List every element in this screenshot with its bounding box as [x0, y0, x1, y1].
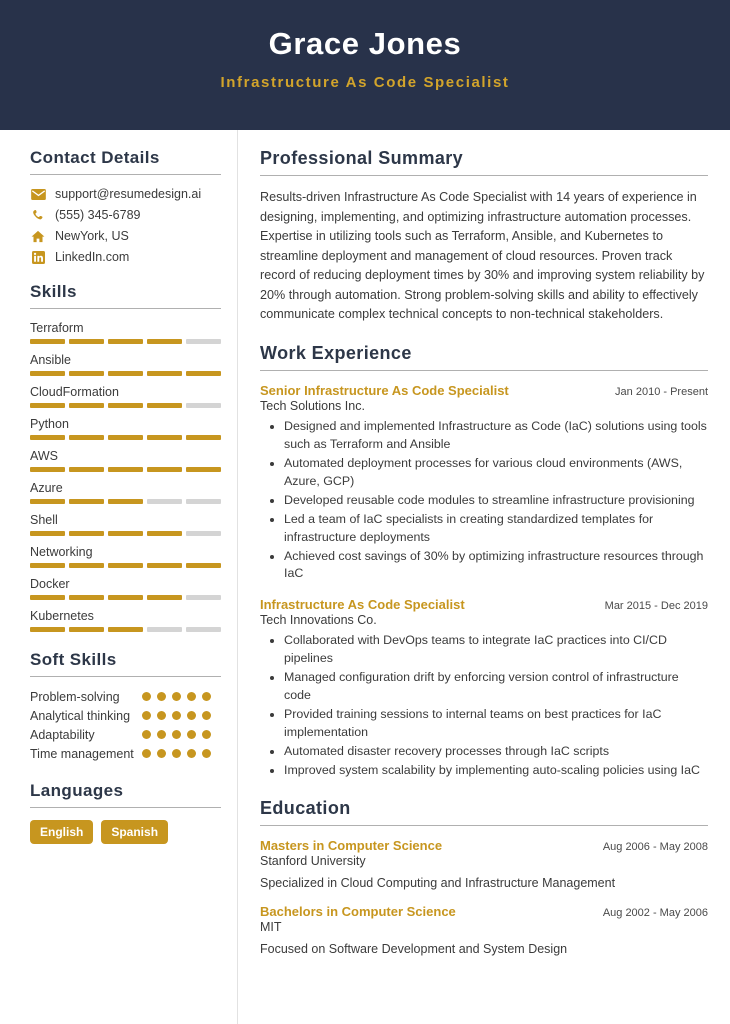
rating-dot: [172, 692, 181, 701]
skill-bar-segment: [147, 531, 182, 536]
education-section: [260, 798, 708, 956]
education-entry: [260, 838, 708, 890]
soft-skills-list: [30, 689, 221, 763]
education-heading: Education: [260, 798, 351, 819]
skill-bar-segment: [186, 339, 221, 344]
skill-bar-segment: [69, 627, 104, 632]
work-bullet-item: • Collaborated with DevOps teams to integrate IaC practices into CI/CD pipelines: [284, 632, 708, 668]
skill-row: [30, 417, 221, 440]
skill-bar-segment: [108, 563, 143, 568]
skill-bar-segment: [147, 403, 182, 408]
section-divider: [30, 676, 221, 677]
languages-section: [30, 781, 221, 844]
work-entry: [260, 597, 708, 780]
skill-level-bar: [30, 563, 221, 568]
skill-bar-segment: [30, 531, 65, 536]
skill-bar-segment: [186, 435, 221, 440]
skill-bar-segment: [108, 595, 143, 600]
soft-skill-rating: [142, 746, 216, 758]
rating-dot: [142, 730, 151, 739]
education-entry-list: [260, 838, 708, 956]
skill-row: [30, 449, 221, 472]
soft-skill-name: Time management: [30, 746, 134, 761]
home-icon: [30, 229, 46, 243]
rating-dot: [202, 692, 211, 701]
work-bullet-item: • Developed reusable code modules to streamline infrastructure provisioning: [284, 492, 708, 510]
soft-skill-rating: [142, 689, 216, 701]
skill-bar-segment: [108, 499, 143, 504]
skill-row: [30, 609, 221, 632]
section-divider: [260, 175, 708, 176]
work-entry-list: [260, 383, 708, 781]
phone-icon: [30, 208, 46, 222]
rating-dot: [202, 749, 211, 758]
soft-skills-section: [30, 650, 221, 763]
skill-name: AWS: [30, 449, 59, 463]
work-bullet-item: • Managed configuration drift by enforcing version control of infrastructure code: [284, 669, 708, 705]
skill-bar-segment: [69, 339, 104, 344]
skill-bar-segment: [147, 467, 182, 472]
work-experience-section: [260, 343, 708, 781]
skill-bar-segment: [30, 371, 65, 376]
rating-dot: [187, 730, 196, 739]
work-entry-company: Tech Solutions Inc.: [260, 398, 365, 413]
education-school: Stanford University: [260, 854, 366, 869]
section-divider: [30, 308, 221, 309]
skill-row: [30, 545, 221, 568]
work-entry-bullets: [260, 632, 708, 780]
skill-bar-segment: [30, 339, 65, 344]
skill-level-bar: [30, 435, 221, 440]
skill-bar-segment: [147, 563, 182, 568]
skill-row: [30, 481, 221, 504]
skill-bar-segment: [69, 467, 104, 472]
skill-name: Docker: [30, 577, 70, 591]
contact-details-section: [30, 148, 221, 264]
skill-name: Python: [30, 417, 69, 431]
work-entry-header: [260, 597, 708, 612]
rating-dot: [142, 749, 151, 758]
contact-details-heading: Contact Details: [30, 148, 160, 167]
skill-row: [30, 513, 221, 536]
skill-bar-segment: [30, 403, 65, 408]
skill-level-bar: [30, 499, 221, 504]
contact-value-linkedin: LinkedIn.com: [55, 250, 130, 264]
professional-summary-section: [260, 148, 708, 325]
skill-bar-segment: [30, 467, 65, 472]
soft-skill-row: [30, 727, 221, 744]
soft-skill-rating: [142, 727, 216, 739]
education-entry-header: [260, 904, 708, 919]
skill-bar-segment: [108, 403, 143, 408]
languages-list: [30, 820, 221, 844]
rating-dot: [202, 730, 211, 739]
section-divider: [30, 807, 221, 808]
skill-name: Ansible: [30, 353, 71, 367]
work-entry: [260, 383, 708, 584]
professional-summary-text: Results-driven Infrastructure As Code Specialist with 14 years of experience in designing, implementing, and optimizing infrastructure automation processes. Expertise in utilizing tools such as Terraform, Ansible, and Kubernetes to streamline deployment and management of cloud resources. Proven track record of reducing deployment times by 30% and improving system reliability by 20% through automation. Strong problem-solving skills and ability to effectively communicate complex technical concepts to non-technical stakeholders.: [260, 190, 705, 322]
skill-bar-segment: [108, 371, 143, 376]
rating-dot: [157, 711, 166, 720]
education-date: Aug 2002 - May 2006: [602, 907, 708, 920]
skill-bar-segment: [69, 563, 104, 568]
work-bullet-item: • Achieved cost savings of 30% by optimizing infrastructure resources through IaC: [284, 548, 708, 584]
work-entry-date: Jan 2010 - Present: [615, 385, 708, 398]
contact-value-location: NewYork, US: [55, 229, 129, 243]
skill-bar-segment: [69, 435, 104, 440]
rating-dot: [202, 711, 211, 720]
skill-level-bar: [30, 467, 221, 472]
skill-level-bar: [30, 531, 221, 536]
education-description: Focused on Software Development and System Design: [260, 942, 568, 957]
skill-bar-segment: [30, 499, 65, 504]
skill-bar-segment: [30, 435, 65, 440]
skill-bar-segment: [108, 531, 143, 536]
skills-heading: Skills: [30, 282, 77, 301]
rating-dot: [187, 749, 196, 758]
skill-level-bar: [30, 403, 221, 408]
work-bullet-item: • Led a team of IaC specialists in creating standardized templates for infrastructure deployments: [284, 511, 708, 547]
skill-bar-segment: [147, 435, 182, 440]
skill-bar-segment: [108, 435, 143, 440]
contact-list: [30, 187, 221, 264]
skill-bar-segment: [69, 499, 104, 504]
rating-dot: [157, 749, 166, 758]
language-pill: Spanish: [101, 820, 168, 844]
work-entry-title: Senior Infrastructure As Code Specialist: [260, 382, 509, 398]
skill-level-bar: [30, 371, 221, 376]
section-divider: [30, 174, 221, 175]
skill-name: CloudFormation: [30, 385, 119, 399]
contact-value-email: support@resumedesign.ai: [55, 187, 202, 201]
contact-item-location[interactable]: [30, 229, 221, 243]
skill-bar-segment: [69, 595, 104, 600]
rating-dot: [172, 730, 181, 739]
resume-body: [0, 130, 730, 1024]
work-entry-title: Infrastructure As Code Specialist: [260, 597, 465, 613]
work-bullet-item: • Automated disaster recovery processes through IaC scripts: [284, 743, 708, 761]
work-bullet-item: • Automated deployment processes for various cloud environments (AWS, Azure, GCP): [284, 455, 708, 491]
skill-bar-segment: [186, 499, 221, 504]
education-description: Specialized in Cloud Computing and Infrastructure Management: [260, 876, 616, 891]
skill-bar-segment: [186, 531, 221, 536]
languages-heading: Languages: [30, 780, 124, 800]
skills-section: [30, 282, 221, 632]
work-entry-date: Mar 2015 - Dec 2019: [604, 600, 708, 613]
work-entry-header: [260, 383, 708, 398]
education-entry: [260, 904, 708, 956]
skill-bar-segment: [186, 467, 221, 472]
contact-item-email[interactable]: [30, 187, 221, 201]
skill-bar-segment: [186, 371, 221, 376]
skill-bar-segment: [30, 627, 65, 632]
skill-bar-segment: [186, 403, 221, 408]
rating-dot: [142, 711, 151, 720]
skill-bar-segment: [186, 627, 221, 632]
skill-name: Azure: [30, 481, 63, 495]
education-degree: Bachelors in Computer Science: [260, 904, 456, 920]
skill-bar-segment: [147, 499, 182, 504]
skill-bar-segment: [147, 339, 182, 344]
main-column: [238, 130, 730, 1024]
rating-dot: [172, 711, 181, 720]
skill-bar-segment: [69, 403, 104, 408]
work-entry-bullets: [260, 418, 708, 584]
soft-skill-row: [30, 708, 221, 725]
email-icon: [30, 187, 46, 201]
skill-bar-segment: [30, 563, 65, 568]
soft-skill-name: Adaptability: [30, 727, 95, 742]
rating-dot: [187, 711, 196, 720]
education-degree: Masters in Computer Science: [260, 838, 443, 854]
education-entry-header: [260, 838, 708, 853]
professional-summary-heading: Professional Summary: [260, 148, 464, 168]
rating-dot: [142, 692, 151, 701]
skills-list: [30, 321, 221, 632]
soft-skill-row: [30, 746, 221, 763]
education-date: Aug 2006 - May 2008: [602, 841, 708, 854]
skill-bar-segment: [147, 627, 182, 632]
skill-bar-segment: [69, 531, 104, 536]
work-entry-company: Tech Innovations Co.: [260, 613, 377, 628]
work-bullet-item: • Provided training sessions to internal teams on best practices for IaC implementation: [284, 706, 708, 742]
work-bullet-item: • Improved system scalability by implementing auto-scaling policies using IaC: [284, 762, 708, 780]
section-divider: [260, 370, 708, 371]
skill-bar-segment: [186, 595, 221, 600]
soft-skill-rating: [142, 708, 216, 720]
skill-bar-segment: [108, 467, 143, 472]
skill-row: [30, 353, 221, 376]
rating-dot: [157, 692, 166, 701]
skill-level-bar: [30, 339, 221, 344]
rating-dot: [172, 749, 181, 758]
skill-bar-segment: [186, 563, 221, 568]
skill-row: [30, 577, 221, 600]
contact-item-linkedin[interactable]: [30, 250, 221, 264]
soft-skill-row: [30, 689, 221, 706]
rating-dot: [187, 692, 196, 701]
skill-level-bar: [30, 595, 221, 600]
resume-header: [0, 0, 730, 130]
soft-skill-name: Problem-solving: [30, 690, 120, 704]
skill-level-bar: [30, 627, 221, 632]
skill-name: Kubernetes: [30, 609, 94, 623]
work-experience-heading: Work Experience: [260, 342, 412, 363]
skill-bar-segment: [108, 627, 143, 632]
candidate-name: Grace Jones: [268, 25, 462, 61]
education-school: MIT: [260, 920, 282, 935]
contact-value-phone: (555) 345-6789: [55, 208, 141, 222]
sidebar-column: [0, 130, 238, 1024]
soft-skills-heading: Soft Skills: [30, 650, 117, 669]
skill-row: [30, 385, 221, 408]
skill-row: [30, 321, 221, 344]
section-divider: [260, 825, 708, 826]
soft-skill-name: Analytical thinking: [30, 708, 131, 723]
candidate-job-title: Infrastructure As Code Specialist: [220, 74, 510, 92]
skill-bar-segment: [108, 339, 143, 344]
skill-bar-segment: [30, 595, 65, 600]
contact-item-phone[interactable]: [30, 208, 221, 222]
rating-dot: [157, 730, 166, 739]
skill-bar-segment: [69, 371, 104, 376]
language-pill: English: [30, 820, 93, 844]
linkedin-icon: [30, 250, 46, 264]
skill-name: Shell: [30, 513, 58, 527]
skill-name: Terraform: [30, 321, 84, 335]
work-bullet-item: • Designed and implemented Infrastructure as Code (IaC) solutions using tools such as Terraform and Ansible: [284, 418, 708, 454]
skill-name: Networking: [30, 545, 93, 559]
skill-bar-segment: [147, 595, 182, 600]
skill-bar-segment: [147, 371, 182, 376]
